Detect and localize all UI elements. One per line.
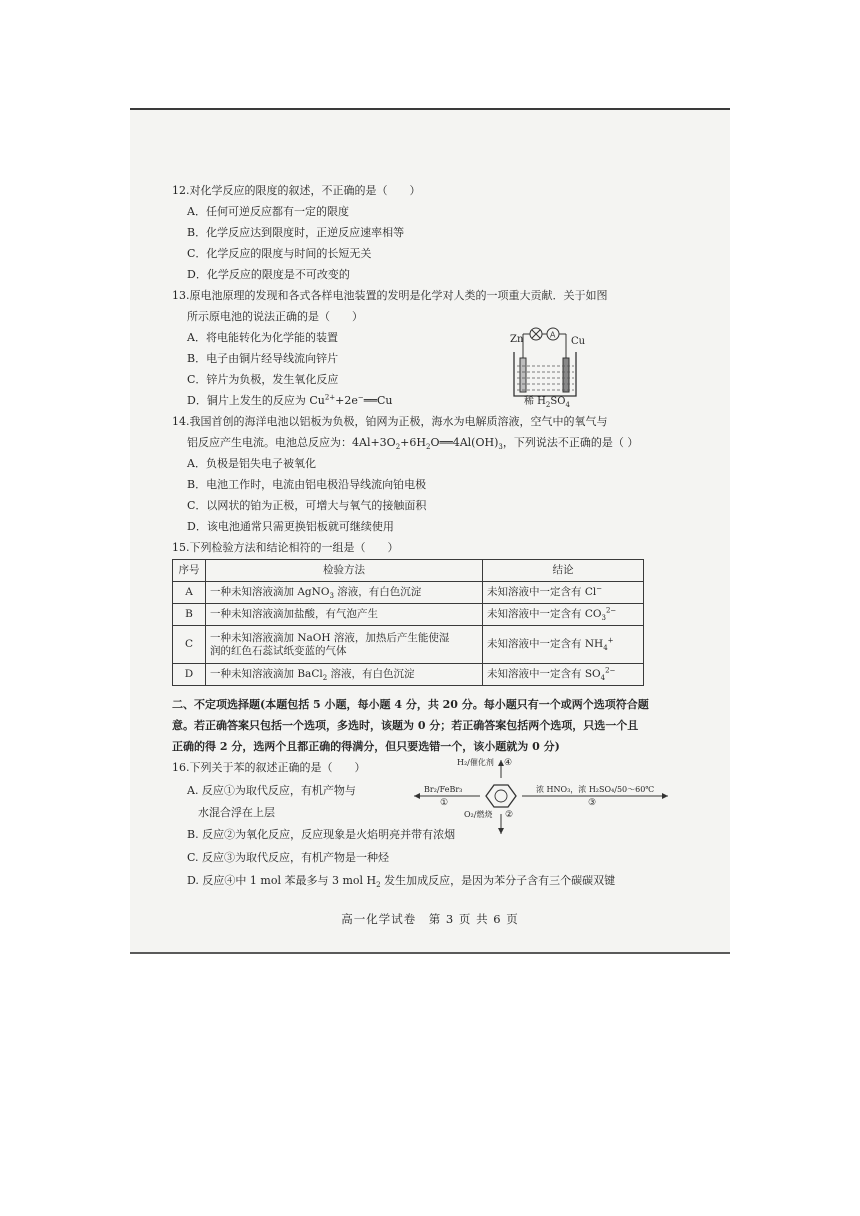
bottom-rule <box>130 952 730 954</box>
row-id: A <box>173 582 206 604</box>
section2-line1: 二、不定项选择题(本题包括 5 小题，每小题 4 分，共 20 分。每小题只有一个或两个选项符合题 <box>172 698 649 711</box>
row-method: 一种未知溶液滴加盐酸，有气泡产生 <box>206 604 483 626</box>
q14-option-a: A．负极是铝失电子被氧化 <box>187 457 316 470</box>
q12-stem: 12.对化学反应的限度的叙述，不正确的是（ ） <box>172 184 421 197</box>
row-method: 一种未知溶液滴加 BaCl$_2$ 溶液，有白色沉淀 <box>206 664 483 686</box>
row-id: D <box>173 664 206 686</box>
scanned-page <box>130 108 730 954</box>
q16-option-a-line1: A. 反应①为取代反应，有机产物与 <box>187 784 356 797</box>
zn-label: Zn <box>510 334 524 345</box>
reaction4-number: ④ <box>504 758 513 768</box>
section2-line3: 正确的得 2 分，选两个且都正确的得满分，但只要选错一个，该小题就为 0 分) <box>172 740 560 753</box>
q16-option-c: C. 反应③为取代反应，有机产物是一种烃 <box>187 851 390 864</box>
row-method: 一种未知溶液滴加 NaOH 溶液，加热后产生能使湿 润的红色石蕊试纸变蓝的气体 <box>206 626 483 664</box>
reaction3-label: 浓 HNO₃，浓 H₂SO₄/50～60℃ <box>536 785 655 794</box>
row-conclusion: 未知溶液中一定含有 Cl− <box>483 582 644 604</box>
q13-option-d: D．铜片上发生的反应为 $Cu^{2+}+2e^-══Cu$ <box>187 393 393 407</box>
row-conclusion: 未知溶液中一定含有 $CO_3^{2-}$ <box>483 604 644 626</box>
table-row <box>173 582 644 604</box>
reaction1-number: ① <box>440 798 449 808</box>
reaction2-number: ② <box>505 810 514 820</box>
cu-label: Cu <box>571 336 586 347</box>
q14-stem-line2: 铝反应产生电流。电池总反应为：$4Al+3O_2+6H_2O══4Al(OH)_3$，下列说法不正确的是（ ） <box>187 436 639 452</box>
header-index: 序号 <box>173 560 206 582</box>
q12-option-b: B．化学反应达到限度时，正逆反应速率相等 <box>187 226 405 239</box>
q16-option-d: D. 反应④中 1 mol 苯最多与 3 mol $H_2$ 发生加成反应，是因为苯分子含有三个碳碳双键 <box>187 874 616 890</box>
benzene-ring-icon <box>486 785 516 807</box>
reaction2-label: O₂/燃烧 <box>464 810 493 819</box>
q16-stem: 16.下列关于苯的叙述正确的是（ ） <box>172 761 366 774</box>
q14-option-c: C．以网状的铂为正极，可增大与氧气的接触面积 <box>187 499 427 512</box>
row-method: 一种未知溶液滴加 AgNO$_3$ 溶液，有白色沉淀 <box>206 582 483 604</box>
table-row <box>173 604 644 626</box>
q12-option-a: A．任何可逆反应都有一定的限度 <box>187 205 349 218</box>
zinc-electrode <box>520 358 526 392</box>
q13-option-c: C．锌片为负极，发生氧化反应 <box>187 373 339 386</box>
row-id: C <box>173 626 206 664</box>
top-rule <box>130 108 730 110</box>
page-footer: 高一化学试卷 第 3 页 共 6 页 <box>341 912 519 926</box>
q14-option-d: D．该电池通常只需更换铝板就可继续使用 <box>187 520 394 533</box>
q15-table <box>172 559 644 686</box>
row-id: B <box>173 604 206 626</box>
table-row <box>173 664 644 686</box>
q13-option-a: A．将电能转化为化学能的装置 <box>187 331 338 344</box>
q16-option-a-line2: 水混合浮在上层 <box>198 806 275 819</box>
row-conclusion: 未知溶液中一定含有 $SO_4^{2-}$ <box>483 664 644 686</box>
q14-stem-line1: 14.我国首创的海洋电池以铝板为负极，铂网为正极，海水为电解质溶液，空气中的氧气与 <box>172 415 608 428</box>
copper-electrode <box>563 358 569 392</box>
reaction4-label: H₂/催化剂 <box>457 758 494 767</box>
table-header-row <box>173 560 644 582</box>
section2-line2: 意。若正确答案只包括一个选项，多选时，该题为 0 分；若正确答案包括两个选项，只选一个且 <box>172 719 639 732</box>
q15-stem: 15.下列检验方法和结论相符的一组是（ ） <box>172 541 399 554</box>
q12-option-d: D．化学反应的限度是不可改变的 <box>187 268 350 281</box>
q12-option-c: C．化学反应的限度与时间的长短无关 <box>187 247 372 260</box>
reaction3-number: ③ <box>588 798 597 808</box>
q13-option-b: B．电子由铜片经导线流向锌片 <box>187 352 339 365</box>
benzene-reaction-scheme <box>410 758 672 838</box>
q16-option-b: B. 反应②为氧化反应，反应现象是火焰明亮并带有浓烟 <box>187 828 456 841</box>
q13-stem-line1: 13.原电池原理的发现和各式各样电池装置的发明是化学对人类的一项重大贡献．关于如图 <box>172 289 608 302</box>
row-conclusion: 未知溶液中一定含有 $NH_4^+$ <box>483 626 644 664</box>
ammeter-glyph: A <box>550 330 556 340</box>
reaction1-label: Br₂/FeBr₃ <box>424 785 463 794</box>
q13-stem-line2: 所示原电池的说法正确的是（ ） <box>187 310 363 323</box>
header-method: 检验方法 <box>206 560 483 582</box>
q14-option-b: B．电池工作时，电流由铝电极沿导线流向铂电极 <box>187 478 427 491</box>
table-row <box>173 626 644 664</box>
header-conclusion: 结论 <box>483 560 644 582</box>
electrolyte-label: 稀 $H_2SO_4$ <box>524 396 570 409</box>
